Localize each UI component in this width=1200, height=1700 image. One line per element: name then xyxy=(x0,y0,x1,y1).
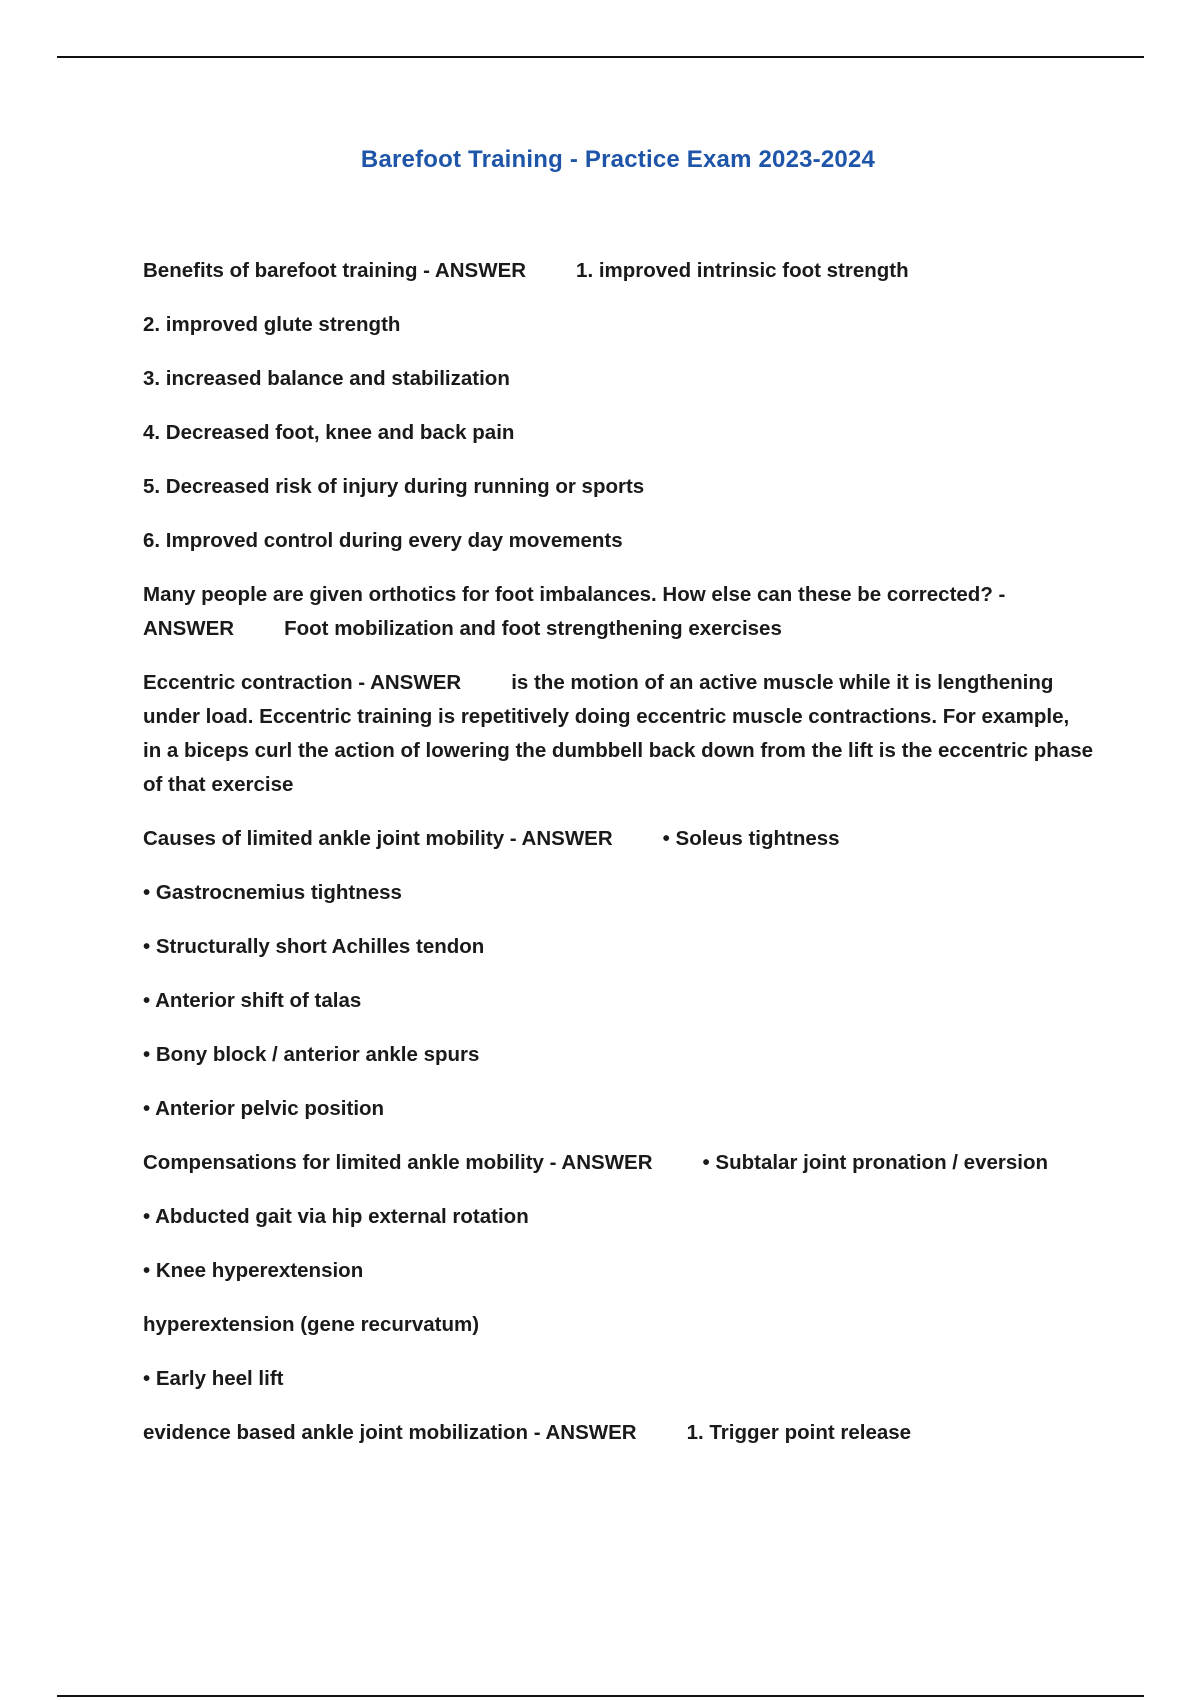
top-rule xyxy=(57,56,1144,58)
answer: • Subtalar joint pronation / eversion xyxy=(702,1151,1048,1174)
qa-paragraph xyxy=(143,1146,1093,1180)
qa-paragraph xyxy=(143,822,1093,856)
qa-paragraph xyxy=(143,666,1093,802)
document-title: Barefoot Training - Practice Exam 2023-2024 xyxy=(360,146,876,173)
list-item: • Anterior pelvic position xyxy=(143,1097,385,1120)
list-item: • Anterior shift of talas xyxy=(143,989,362,1012)
qa-paragraph xyxy=(143,1416,1093,1450)
list-item: 6. Improved control during every day movements xyxy=(143,529,623,552)
list-item: hyperextension (gene recurvatum) xyxy=(143,1313,480,1336)
answer: 1. Trigger point release xyxy=(686,1421,912,1444)
answer: Foot mobilization and foot strengthening exercises xyxy=(284,617,782,640)
list-item: • Bony block / anterior ankle spurs xyxy=(143,1043,480,1066)
list-item: 4. Decreased foot, knee and back pain xyxy=(143,421,515,444)
document-body xyxy=(143,254,1093,1470)
answer: • Soleus tightness xyxy=(662,827,840,850)
question: Benefits of barefoot training - ANSWER xyxy=(143,259,527,282)
list-item: • Knee hyperextension xyxy=(143,1259,364,1282)
answer: is the motion of an active muscle while it is lengthening under load. Eccentric training is repetitively doing eccentric muscle contractions. For example, in a biceps curl the action of lowering the dumbbell back down from the lift is the eccentric phase of that exercise xyxy=(143,671,1093,796)
qa-paragraph xyxy=(143,578,1093,646)
question: evidence based ankle joint mobilization - ANSWER xyxy=(143,1421,637,1444)
list-item: • Abducted gait via hip external rotation xyxy=(143,1205,529,1228)
qa-paragraph xyxy=(143,254,1093,288)
question: Compensations for limited ankle mobility - ANSWER xyxy=(143,1151,653,1174)
list-item: • Gastrocnemius tightness xyxy=(143,881,402,904)
list-item: 2. improved glute strength xyxy=(143,313,401,336)
question: Causes of limited ankle joint mobility - ANSWER xyxy=(143,827,613,850)
list-item: • Structurally short Achilles tendon xyxy=(143,935,485,958)
list-item: 3. increased balance and stabilization xyxy=(143,367,510,390)
bottom-rule xyxy=(57,1695,1144,1697)
list-item: 5. Decreased risk of injury during running or sports xyxy=(143,475,645,498)
question: Many people are given orthotics for foot imbalances. How else can these be corrected? - ANSWER xyxy=(143,583,1006,640)
list-item: • Early heel lift xyxy=(143,1367,284,1390)
question: Eccentric contraction - ANSWER xyxy=(143,671,462,694)
answer: 1. improved intrinsic foot strength xyxy=(576,259,909,282)
